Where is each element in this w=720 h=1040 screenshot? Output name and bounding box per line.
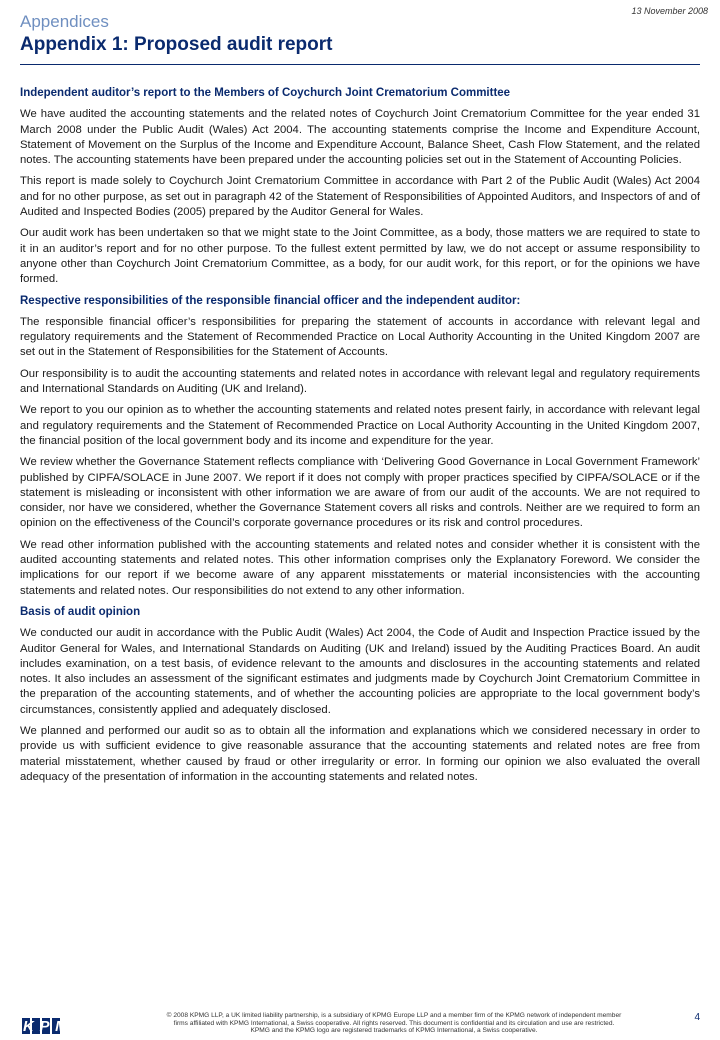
section-label: Appendices [20,12,109,31]
document-date: 13 November 2008 [631,6,708,16]
paragraph: Our responsibility is to audit the accounting statements and related notes in accordance with relevant legal and regulatory requirements and International Standards on Auditing (UK and Ireland). [20,367,700,396]
paragraph: We review whether the Governance Statement reflects compliance with ‘Delivering Good Governance in Local Government Framework’ published by CIPFA/SOLACE in June 2007. We report if it does not comply with proper practices specified by CIPFA/SOLACE or if the statement is misleading or inconsistent with other information we are aware of from our audit of the accounts. We are not required to consider, nor have we considered, whether the Governance Statement covers all risks and controls. Neither are we required to form an opinion on the effectiveness of the Council’s corporate governance procedures or its risk and control procedures. [20,456,700,530]
paragraph: We planned and performed our audit so as to obtain all the information and explanations which we considered necessary in order to provide us with sufficient evidence to give reasonable assurance that the accounting statements and related notes are free from material misstatement, whether caused by fraud or other irregularity or error. In forming our opinion we also evaluated the overall adequacy of the presentation of information in the accounting statements and related notes. [20,724,700,783]
page-title: Appendix 1: Proposed audit report [20,34,333,55]
header-divider [20,64,700,65]
paragraph: We have audited the accounting statements and the related notes of Coychurch Joint Crematorium Committee for the year ended 31 March 2008 under the Public Audit (Wales) Act 2004. The accounting statements comprise the Income and Expenditure Account, Statement of Movement on the Surplus of the Income and Expenditure Account, Balance Sheet, Cash Flow Statement, and the related notes. The accounting statements have been prepared under the accounting policies set out in the Statement of Accounting Policies. [20,108,700,167]
paragraph: This report is made solely to Coychurch Joint Crematorium Committee in accordance with Part 2 of the Public Audit (Wales) Act 2004 and for no other purpose, as set out in paragraph 42 of the Statement of Responsibilities of Appointed Auditors, and Inspectors of and of Audited and Inspected Bodies (2005) prepared by the Auditor General for Wales. [20,175,700,219]
footer-legal-text [104,1012,684,1035]
section-heading-basis: Basis of audit opinion [20,605,141,618]
page-number: 4 [694,1012,700,1023]
footer-line: firms affiliated with KPMG International, a Swiss cooperative. All rights reserved. This document is confidential and its circulation and use are restricted. [173,1019,615,1027]
report-body [20,86,700,791]
section-heading-responsibilities: Respective responsibilities of the responsible financial officer and the independent auditor: [20,294,521,307]
footer-line: © 2008 KPMG LLP, a UK limited liability partnership, is a subsidiary of KPMG Europe LLP and a member firm of the KPMG network of independent member [166,1012,622,1019]
footer-line: KPMG and the KPMG logo are registered trademarks of KPMG International, a Swiss cooperative. [250,1027,538,1035]
paragraph: Our audit work has been undertaken so that we might state to the Joint Committee, as a body, those matters we are required to state to it in an auditor’s report and for no other purpose. To the fullest extent permitted by law, we do not accept or assume responsibility to anyone other than Coychurch Joint Crematorium Committee, as a body, for our audit work, for this report, or for the opinions we have formed. [20,227,700,286]
paragraph: We read other information published with the accounting statements and related notes and consider whether it is consistent with the audited accounting statements and related notes. This other information comprises only the Explanatory Foreword. We consider the implications for our report if we become aware of any apparent misstatements or material inconsistencies with the accounting statements and related notes. Our responsibilities do not extend to any other information. [20,538,700,597]
paragraph: We report to you our opinion as to whether the accounting statements and related notes present fairly, in accordance with relevant legal and regulatory requirements and the Statement of Recommended Practice on Local Authority Accounting in the United Kingdom 2007, the financial position of the local government body and its income and expenditure for the year. [20,404,700,447]
kpmg-logo-text: KPMG [23,1018,85,1035]
page-footer [20,1012,700,1038]
paragraph: The responsible financial officer’s responsibilities for preparing the statement of accounts in accordance with relevant legal and regulatory requirements and the Statement of Recommended Practice on Local Authority Accounting in the United Kingdom 2007 are set out in the Statement of Responsibilities for the Statement of Accounts. [20,315,700,359]
paragraph: We conducted our audit in accordance with the Public Audit (Wales) Act 2004, the Code of Audit and Inspection Practice issued by the Auditor General for Wales, and International Standards on Auditing (UK and Ireland) issued by the Auditing Practices Board. An audit includes examination, on a test basis, of evidence relevant to the amounts and disclosures in the accounting statements and related notes. It also includes an assessment of the significant estimates and judgments made by Coychurch Joint Crematorium Committee in the preparation of the accounting statements, and of whether the accounting policies are appropriate to the local government body’s circumstances, consistently applied and adequately disclosed. [20,627,700,716]
section-heading-report: Independent auditor’s report to the Members of Coychurch Joint Crematorium Committee [20,87,511,99]
kpmg-logo [20,1016,90,1036]
page-header [20,12,700,57]
